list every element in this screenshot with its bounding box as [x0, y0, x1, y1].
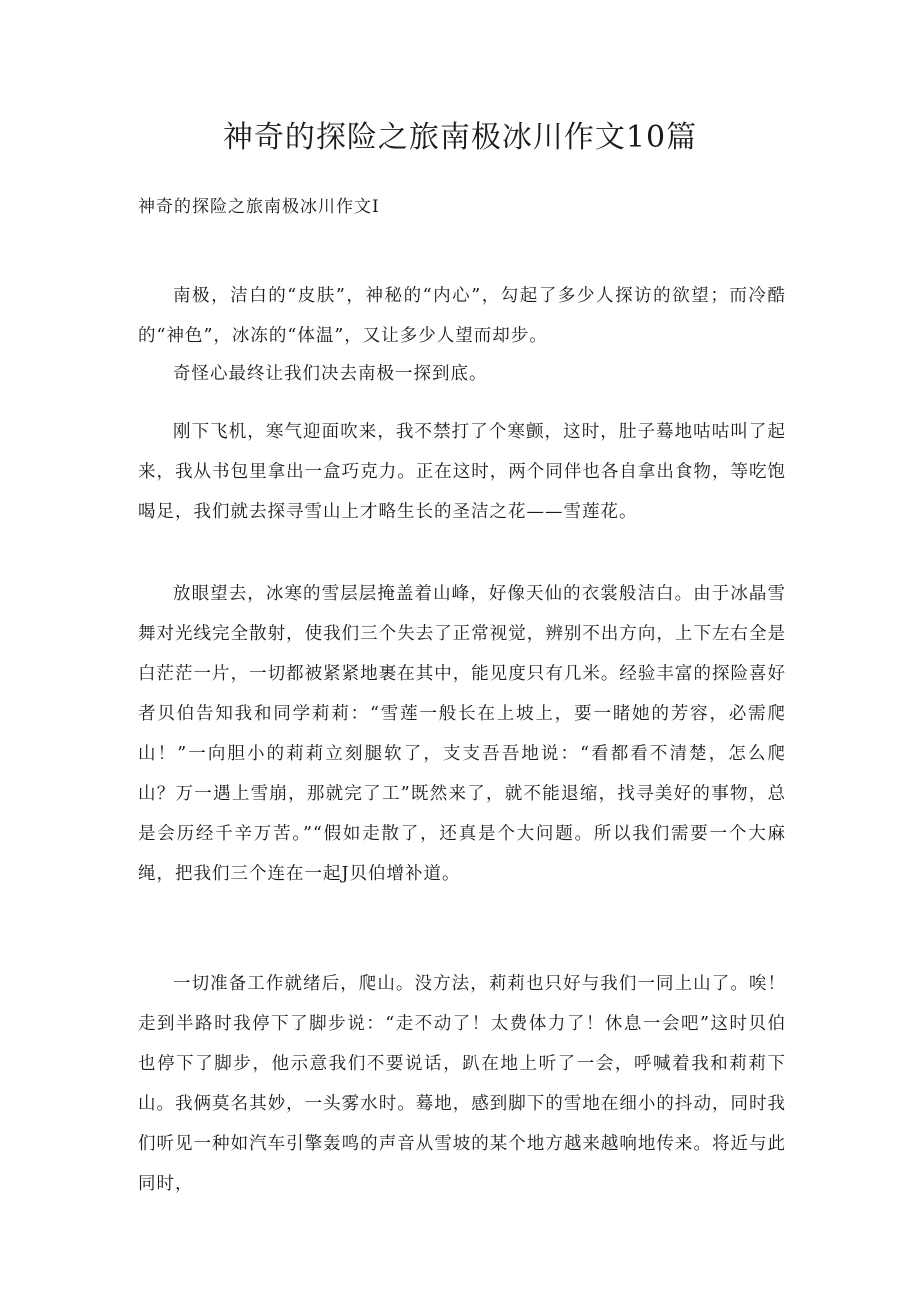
paragraph: 奇怪心最终让我们决去南极一探到底。: [173, 364, 488, 384]
paragraph: 刚下飞机，寒气迎面吹来，我不禁打了个寒颤，这时，肚子蓦地咕咕叫了起来，我从书包里拿出一盒巧克力。正在这时，两个同伴也各自拿出食物，等吃饱喝足，我们就去探寻雪山上才略生长的圣洁之花——雪莲花。: [138, 422, 786, 522]
section-heading: 神奇的探险之旅南极冰川作文I: [138, 197, 380, 217]
paragraph: 一切准备工作就绪后，爬山。没方法，莉莉也只好与我们一同上山了。唉！走到半路时我停下了脚步说：“走不动了！太费体力了！休息一会吧”这时贝伯也停下了脚步，他示意我们不要说话，趴在地上听了一会，呼喊着我和莉莉下山。我俩莫名其妙，一头雾水时。蓦地，感到脚下的雪地在细小的抖动，同时我们听见一种如汽车引擎轰鸣的声音从雪坡的某个地方越来越响地传来。将近与此同时，: [138, 974, 786, 1194]
paragraph: 放眼望去，冰寒的雪层层掩盖着山峰，好像天仙的衣裳般洁白。由于冰晶雪舞对光线完全散射，使我们三个失去了正常视觉，辨别不出方向，上下左右全是白茫茫一片，一切都被紧紧地裹在其中，能见度只有几米。经验丰富的探险喜好者贝伯告知我和同学莉莉：“雪莲一般长在上坡上，要一睹她的芳容，必需爬山！”一向胆小的莉莉立刻腿软了，支支吾吾地说：“看都看不清楚，怎么爬山？万一遇上雪崩，那就完了工”既然来了，就不能退缩，找寻美好的事物，总是会历经千辛万苦。”“假如走散了，还真是个大问题。所以我们需要一个大麻绳，把我们三个连在一起J贝伯增补道。: [138, 584, 786, 884]
paragraph: 南极，洁白的“皮肤”，神秘的“内心”，勾起了多少人探访的欲望；而冷酷的“神色”，冰冻的“体温”，又让多少人望而却步。: [138, 286, 786, 346]
document-title: 神奇的探险之旅南极冰川作文10篇: [222, 120, 698, 155]
